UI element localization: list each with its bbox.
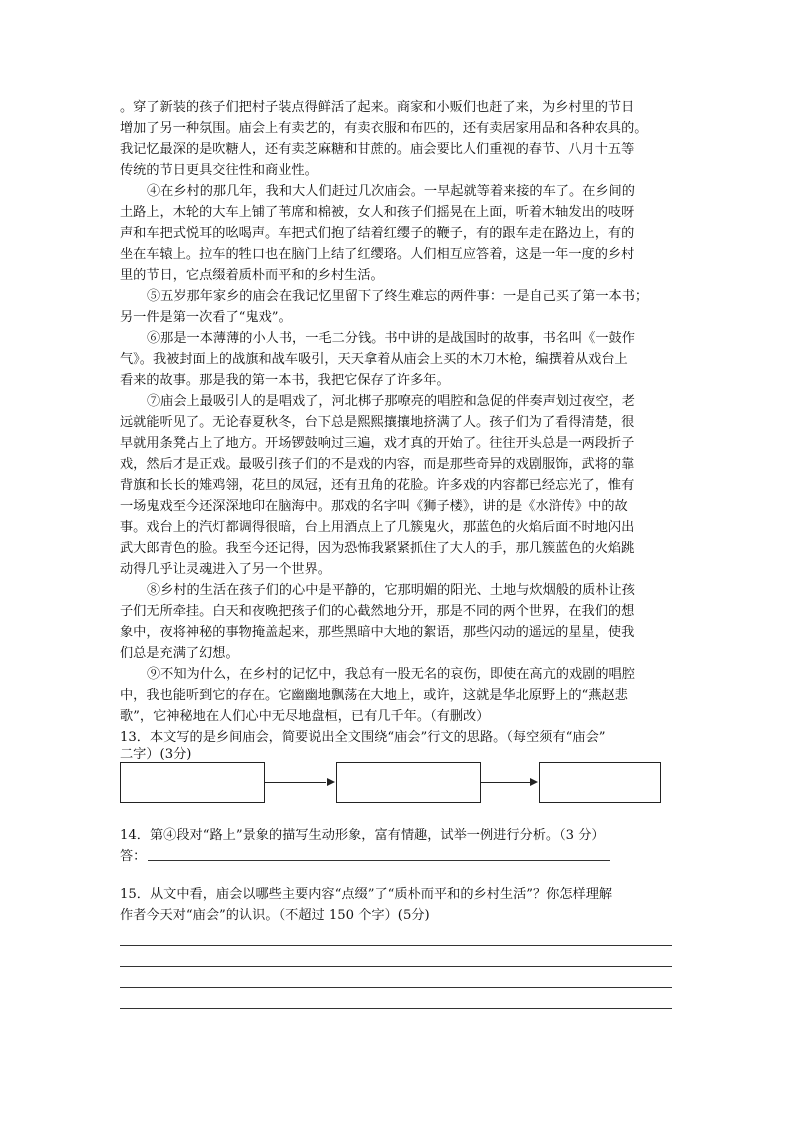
article-line: 一场鬼戏至今还深深地印在脑海中。那戏的名字叫《狮子楼》，讲的是《水浒传》中的故 (120, 499, 628, 514)
flow-answer-box-1[interactable] (120, 762, 265, 803)
article-line: 武大郎青色的脸。我至今还记得，因为恐怖我紧紧抓住了大人的手，那几簇蓝色的火焰跳 (120, 541, 635, 556)
article-line: ⑧乡村的生活在孩子们的心中是平静的，它那明媚的阳光、土地与炊烟般的质朴让孩 (147, 583, 635, 598)
article-line: 事。戏台上的汽灯都调得很暗，台上用酒点上了几簇鬼火，那蓝色的火焰后面不时地闪出 (120, 520, 635, 535)
flow-answer-box-3[interactable] (539, 762, 661, 803)
question-14-text: 14．第④段对“路上”景象的描写生动形象，富有情趣，试举一例进行分析。（3 分） (120, 828, 605, 843)
article-line: 们总是充满了幻想。 (120, 646, 239, 661)
article-line: 我记忆最深的是吹糖人，还有卖芝麻糖和甘蔗的。庙会要比人们重视的春节、八月十五等 (120, 142, 635, 157)
answer-label: 答： (120, 849, 147, 864)
question-13-text: 二字）(3分) (120, 747, 192, 762)
flow-answer-box-2[interactable] (336, 762, 481, 803)
article-line: 动得几乎让灵魂进入了另一个世界。 (120, 562, 331, 577)
question-15-text: 15．从文中看，庙会以哪些主要内容“点缀”了“质朴而平和的乡村生活”？你怎样理解 (120, 887, 613, 902)
question-13-text: 13．本文写的是乡间庙会，简要说出全文围绕“庙会”行文的思路。（每空须有“庙会” (120, 730, 606, 745)
article-line: 传统的节日更具交往性和商业性。 (120, 163, 318, 178)
article-line: 远就能听见了。无论春夏秋冬，台下总是熙熙攘攘地挤满了人。孩子们为了看得清楚，很 (120, 415, 635, 430)
article-line: 土路上，木轮的大车上铺了苇席和棉被，女人和孩子们摇晃在上面，听着木轴发出的吱呀 (120, 205, 635, 220)
article-line: ⑦庙会上最吸引人的是唱戏了，河北梆子那嘹亮的唱腔和急促的伴奏声划过夜空，老 (147, 394, 635, 409)
question-15-text: 作者今天对“庙会”的认识。（不超过 150 个字）(5分) (120, 908, 430, 923)
article-line: 早就用条凳占上了地方。开场锣鼓响过三遍，戏才真的开始了。往往开头总是一两段折子 (120, 436, 635, 451)
article-line: ⑨不知为什么，在乡村的记忆中，我总有一股无名的哀伤，即使在高亢的戏剧的唱腔 (147, 667, 635, 682)
article-line: 背旗和长长的雉鸡翎，花旦的凤冠，还有丑角的花脸。许多戏的内容都已经忘光了，惟有 (120, 478, 635, 493)
answer-line[interactable] (148, 860, 610, 861)
article-line: 声和车把式悦耳的吆喝声。车把式们抱了结着红缨子的鞭子，有的跟车走在路边上，有的 (120, 226, 635, 241)
article-line: 增加了另一种氛围。庙会上有卖艺的，有卖衣服和布匹的，还有卖居家用品和各种农具的。 (120, 121, 648, 136)
article-line: 气》。我被封面上的战旗和战车吸引，天天拿着从庙会上买的木刀木枪，编撰着从戏台上 (120, 352, 628, 367)
article-line: ④在乡村的那几年，我和大人们赶过几次庙会。一早起就等着来接的车了。在乡间的 (147, 184, 635, 199)
article-line: 歌”，它神秘地在人们心中无尽地盘桓，已有几千年。（有删改） (120, 709, 490, 724)
article-line: 子们无所牵挂。白天和夜晚把孩子们的心截然地分开，那是不同的两个世界，在我们的想 (120, 604, 635, 619)
answer-line[interactable] (120, 945, 672, 946)
article-line: 里的节日，它点缀着质朴而平和的乡村生活。 (120, 268, 384, 283)
article-line: 。穿了新装的孩子们把村子装点得鲜活了起来。商家和小贩们也赶了来，为乡村里的节日 (120, 100, 635, 115)
arrow-right-icon (327, 778, 335, 786)
article-line: 中，我也能听到它的存在。它幽幽地飘荡在大地上，或许，这就是华北原野上的“燕赵悲 (120, 688, 628, 703)
article-line: 看来的故事。那是我的第一本书，我把它保存了许多年。 (120, 373, 450, 388)
article-line: ⑥那是一本薄薄的小人书，一毛二分钱。书中讲的是战国时的故事，书名叫《一鼓作 (147, 331, 635, 346)
article-line: ⑤五岁那年家乡的庙会在我记忆里留下了终生难忘的两件事：一是自己买了第一本书； (147, 289, 649, 304)
flow-arrow-2 (480, 782, 530, 783)
answer-line[interactable] (120, 966, 672, 967)
article-line: 戏，然后才是正戏。最吸引孩子们的不是戏的内容，而是那些奇异的戏剧服饰，武将的靠 (120, 457, 635, 472)
article-line: 另一件是第一次看了“鬼戏”。 (120, 310, 292, 325)
arrow-right-icon (530, 778, 538, 786)
answer-line[interactable] (120, 1008, 672, 1009)
article-line: 坐在车辕上。拉车的牲口也在脑门上结了红缨珞。人们相互应答着，这是一年一度的乡村 (120, 247, 635, 262)
flow-arrow-1 (264, 782, 326, 783)
article-line: 象中，夜将神秘的事物掩盖起来，那些黑暗中大地的絮语，那些闪动的遥远的星星，使我 (120, 625, 635, 640)
answer-line[interactable] (120, 987, 672, 988)
